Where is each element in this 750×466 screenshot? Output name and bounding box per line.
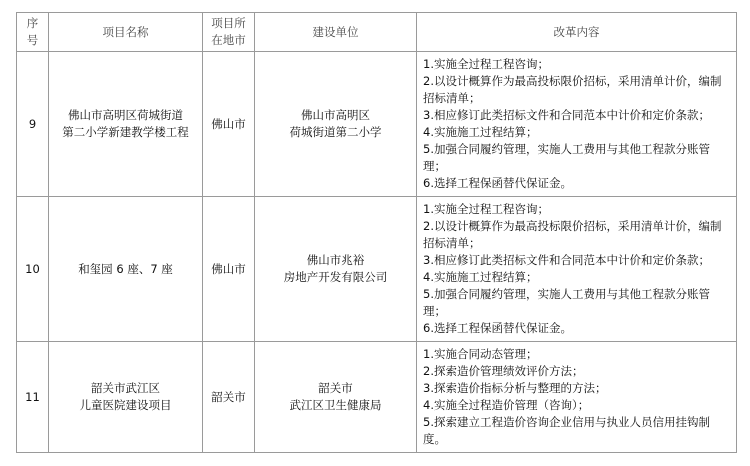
reform-item: 2.探索造价管理绩效评价方法； (423, 364, 584, 378)
reform-item: 4.实施全过程造价管理（咨询）； (423, 398, 590, 412)
reform-item: 1.实施全过程工程咨询； (423, 57, 549, 71)
reform-item: 2.以设计概算作为最高投标限价招标，采用清单计价，编制招标清单； (423, 219, 722, 250)
table-row (17, 342, 737, 453)
row-project-name: 佛山市高明区荷城街道 第二小学新建教学楼工程 (49, 52, 203, 197)
table-row (17, 197, 737, 342)
row-seq: 9 (17, 52, 49, 197)
header-project-name: 项目名称 (49, 13, 203, 52)
row-project-city: 佛山市 (203, 197, 255, 342)
reform-item: 6.选择工程保函替代保证金。 (423, 176, 572, 190)
reform-item: 4.实施施工过程结算； (423, 125, 538, 139)
header-seq: 序 号 (17, 13, 49, 52)
row-reform-content (417, 52, 737, 197)
reform-item: 5.加强合同履约管理，实施人工费用与其他工程款分账管理； (423, 287, 710, 318)
row-reform-content (417, 197, 737, 342)
reform-item: 5.加强合同履约管理，实施人工费用与其他工程款分账管理； (423, 142, 710, 173)
reform-item: 5.探索建立工程造价咨询企业信用与执业人员信用挂钩制度。 (423, 415, 710, 446)
reform-item: 3.探索造价指标分析与整理的方法； (423, 381, 607, 395)
reform-item: 3.相应修订此类招标文件和合同范本中计价和定价条款； (423, 253, 710, 267)
row-project-city: 佛山市 (203, 52, 255, 197)
row-construction-unit: 佛山市高明区 荷城街道第二小学 (255, 52, 417, 197)
row-construction-unit: 韶关市 武江区卫生健康局 (255, 342, 417, 453)
reform-item: 1.实施合同动态管理； (423, 347, 538, 361)
reform-project-table (16, 12, 737, 453)
table-row (17, 52, 737, 197)
row-project-city: 韶关市 (203, 342, 255, 453)
row-seq: 11 (17, 342, 49, 453)
header-reform-content: 改革内容 (417, 13, 737, 52)
reform-project-table-container (16, 12, 737, 453)
reform-item: 1.实施全过程工程咨询； (423, 202, 549, 216)
header-project-city: 项目所 在地市 (203, 13, 255, 52)
table-header-row (17, 13, 737, 52)
reform-item: 6.选择工程保函替代保证金。 (423, 321, 572, 335)
reform-item: 2.以设计概算作为最高投标限价招标，采用清单计价，编制招标清单； (423, 74, 722, 105)
row-project-name: 韶关市武江区 儿童医院建设项目 (49, 342, 203, 453)
row-project-name: 和玺园 6 座、7 座 (49, 197, 203, 342)
row-seq: 10 (17, 197, 49, 342)
reform-item: 3.相应修订此类招标文件和合同范本中计价和定价条款； (423, 108, 710, 122)
reform-item: 4.实施施工过程结算； (423, 270, 538, 284)
row-construction-unit: 佛山市兆裕 房地产开发有限公司 (255, 197, 417, 342)
header-construction-unit: 建设单位 (255, 13, 417, 52)
row-reform-content (417, 342, 737, 453)
